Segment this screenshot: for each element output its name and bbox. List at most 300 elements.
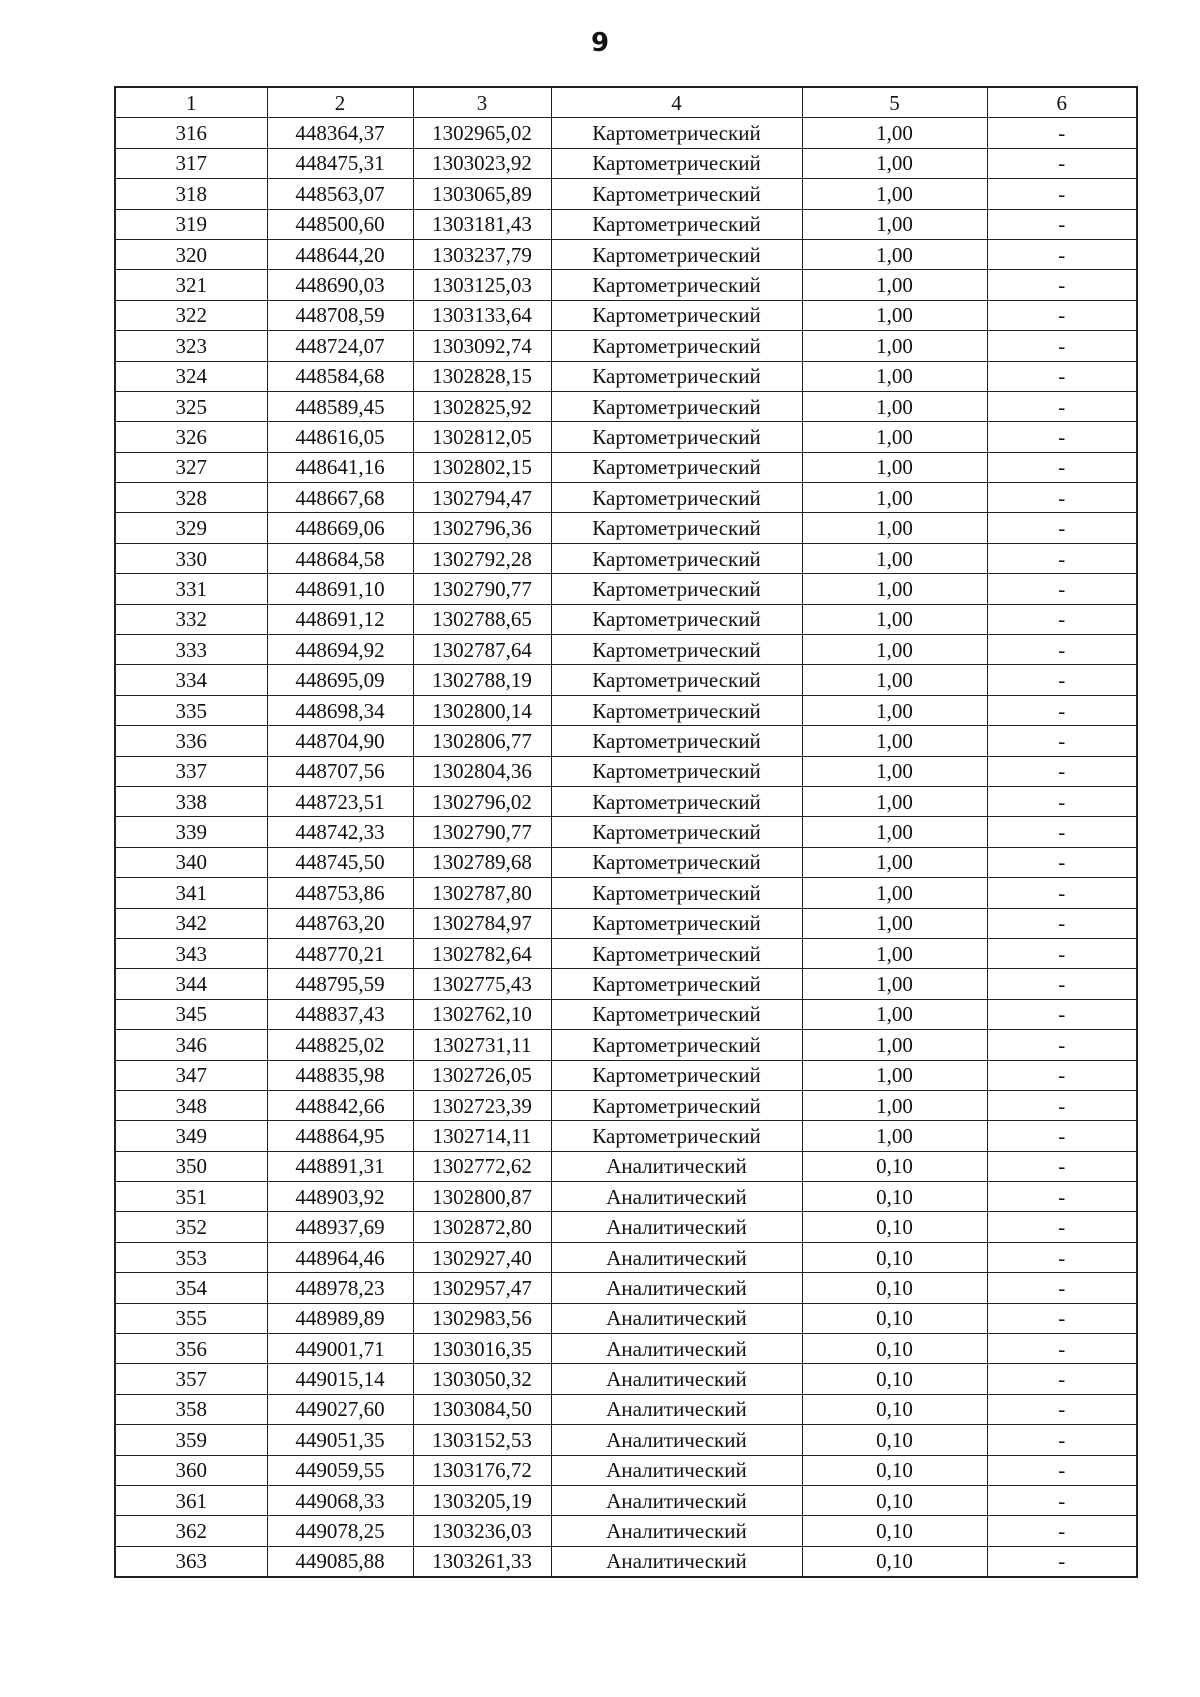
x-coordinate-cell: 448644,20 xyxy=(267,239,413,269)
y-coordinate-cell: 1303023,92 xyxy=(413,148,551,178)
x-coordinate-cell: 448763,20 xyxy=(267,908,413,938)
x-coordinate-cell: 448864,95 xyxy=(267,1121,413,1151)
accuracy-cell: 1,00 xyxy=(802,665,987,695)
table-row xyxy=(115,148,1137,178)
point-number-cell: 330 xyxy=(115,543,267,573)
y-coordinate-cell: 1303084,50 xyxy=(413,1394,551,1424)
table-row xyxy=(115,361,1137,391)
note-cell: - xyxy=(987,969,1137,999)
y-coordinate-cell: 1303176,72 xyxy=(413,1455,551,1485)
point-number-cell: 351 xyxy=(115,1182,267,1212)
y-coordinate-cell: 1302812,05 xyxy=(413,422,551,452)
table-row xyxy=(115,1516,1137,1546)
table-row xyxy=(115,179,1137,209)
x-coordinate-cell: 448589,45 xyxy=(267,391,413,421)
x-coordinate-cell: 448691,12 xyxy=(267,604,413,634)
method-cell: Картометрический xyxy=(551,513,802,543)
table-row xyxy=(115,543,1137,573)
table-row xyxy=(115,331,1137,361)
method-cell: Картометрический xyxy=(551,817,802,847)
method-cell: Картометрический xyxy=(551,300,802,330)
table-row xyxy=(115,1060,1137,1090)
note-cell: - xyxy=(987,1546,1137,1577)
note-cell: - xyxy=(987,847,1137,877)
table-row xyxy=(115,817,1137,847)
method-cell: Аналитический xyxy=(551,1394,802,1424)
note-cell: - xyxy=(987,756,1137,786)
accuracy-cell: 1,00 xyxy=(802,635,987,665)
point-number-cell: 318 xyxy=(115,179,267,209)
accuracy-cell: 0,10 xyxy=(802,1273,987,1303)
accuracy-cell: 0,10 xyxy=(802,1334,987,1364)
method-cell: Аналитический xyxy=(551,1364,802,1394)
note-cell: - xyxy=(987,604,1137,634)
point-number-cell: 323 xyxy=(115,331,267,361)
x-coordinate-cell: 448891,31 xyxy=(267,1151,413,1181)
point-number-cell: 334 xyxy=(115,665,267,695)
point-number-cell: 344 xyxy=(115,969,267,999)
x-coordinate-cell: 448708,59 xyxy=(267,300,413,330)
y-coordinate-cell: 1303152,53 xyxy=(413,1425,551,1455)
accuracy-cell: 1,00 xyxy=(802,908,987,938)
y-coordinate-cell: 1302789,68 xyxy=(413,847,551,877)
accuracy-cell: 1,00 xyxy=(802,938,987,968)
point-number-cell: 324 xyxy=(115,361,267,391)
point-number-cell: 363 xyxy=(115,1546,267,1577)
accuracy-cell: 1,00 xyxy=(802,361,987,391)
x-coordinate-cell: 448500,60 xyxy=(267,209,413,239)
table-row xyxy=(115,999,1137,1029)
x-coordinate-cell: 449068,33 xyxy=(267,1485,413,1515)
x-coordinate-cell: 448978,23 xyxy=(267,1273,413,1303)
y-coordinate-cell: 1302965,02 xyxy=(413,118,551,148)
method-cell: Картометрический xyxy=(551,422,802,452)
method-cell: Картометрический xyxy=(551,118,802,148)
note-cell: - xyxy=(987,1516,1137,1546)
accuracy-cell: 1,00 xyxy=(802,1121,987,1151)
point-number-cell: 353 xyxy=(115,1242,267,1272)
method-cell: Картометрический xyxy=(551,756,802,786)
y-coordinate-cell: 1302794,47 xyxy=(413,483,551,513)
method-cell: Картометрический xyxy=(551,574,802,604)
y-coordinate-cell: 1302723,39 xyxy=(413,1090,551,1120)
table-row xyxy=(115,756,1137,786)
method-cell: Аналитический xyxy=(551,1425,802,1455)
column-header: 5 xyxy=(802,87,987,118)
y-coordinate-cell: 1303236,03 xyxy=(413,1516,551,1546)
point-number-cell: 331 xyxy=(115,574,267,604)
y-coordinate-cell: 1302762,10 xyxy=(413,999,551,1029)
y-coordinate-cell: 1302800,87 xyxy=(413,1182,551,1212)
method-cell: Картометрический xyxy=(551,1060,802,1090)
table-row xyxy=(115,878,1137,908)
method-cell: Картометрический xyxy=(551,483,802,513)
note-cell: - xyxy=(987,1151,1137,1181)
note-cell: - xyxy=(987,543,1137,573)
point-number-cell: 362 xyxy=(115,1516,267,1546)
table-row xyxy=(115,483,1137,513)
note-cell: - xyxy=(987,1060,1137,1090)
accuracy-cell: 0,10 xyxy=(802,1212,987,1242)
table-row xyxy=(115,513,1137,543)
method-cell: Картометрический xyxy=(551,543,802,573)
y-coordinate-cell: 1303237,79 xyxy=(413,239,551,269)
point-number-cell: 325 xyxy=(115,391,267,421)
y-coordinate-cell: 1302790,77 xyxy=(413,817,551,847)
y-coordinate-cell: 1302726,05 xyxy=(413,1060,551,1090)
x-coordinate-cell: 448964,46 xyxy=(267,1242,413,1272)
accuracy-cell: 0,10 xyxy=(802,1516,987,1546)
accuracy-cell: 0,10 xyxy=(802,1151,987,1181)
x-coordinate-cell: 448724,07 xyxy=(267,331,413,361)
point-number-cell: 347 xyxy=(115,1060,267,1090)
point-number-cell: 355 xyxy=(115,1303,267,1333)
method-cell: Картометрический xyxy=(551,635,802,665)
accuracy-cell: 0,10 xyxy=(802,1182,987,1212)
note-cell: - xyxy=(987,786,1137,816)
x-coordinate-cell: 449051,35 xyxy=(267,1425,413,1455)
note-cell: - xyxy=(987,1334,1137,1364)
point-number-cell: 316 xyxy=(115,118,267,148)
table-row xyxy=(115,1212,1137,1242)
page-number: 9 xyxy=(590,28,610,58)
x-coordinate-cell: 448770,21 xyxy=(267,938,413,968)
x-coordinate-cell: 448694,92 xyxy=(267,635,413,665)
note-cell: - xyxy=(987,1425,1137,1455)
y-coordinate-cell: 1303125,03 xyxy=(413,270,551,300)
accuracy-cell: 0,10 xyxy=(802,1394,987,1424)
note-cell: - xyxy=(987,483,1137,513)
method-cell: Аналитический xyxy=(551,1485,802,1515)
coordinates-table xyxy=(114,86,1138,1578)
x-coordinate-cell: 448690,03 xyxy=(267,270,413,300)
table-row xyxy=(115,969,1137,999)
table-row xyxy=(115,695,1137,725)
point-number-cell: 338 xyxy=(115,786,267,816)
point-number-cell: 341 xyxy=(115,878,267,908)
y-coordinate-cell: 1302788,65 xyxy=(413,604,551,634)
accuracy-cell: 1,00 xyxy=(802,756,987,786)
x-coordinate-cell: 448684,58 xyxy=(267,543,413,573)
x-coordinate-cell: 449078,25 xyxy=(267,1516,413,1546)
table-row xyxy=(115,786,1137,816)
table-row xyxy=(115,1273,1137,1303)
x-coordinate-cell: 448753,86 xyxy=(267,878,413,908)
point-number-cell: 317 xyxy=(115,148,267,178)
method-cell: Картометрический xyxy=(551,726,802,756)
note-cell: - xyxy=(987,148,1137,178)
y-coordinate-cell: 1302800,14 xyxy=(413,695,551,725)
x-coordinate-cell: 448691,10 xyxy=(267,574,413,604)
note-cell: - xyxy=(987,695,1137,725)
table-row xyxy=(115,300,1137,330)
method-cell: Аналитический xyxy=(551,1273,802,1303)
accuracy-cell: 0,10 xyxy=(802,1455,987,1485)
accuracy-cell: 1,00 xyxy=(802,1090,987,1120)
note-cell: - xyxy=(987,1273,1137,1303)
y-coordinate-cell: 1302957,47 xyxy=(413,1273,551,1303)
point-number-cell: 322 xyxy=(115,300,267,330)
table-body xyxy=(115,118,1137,1577)
x-coordinate-cell: 448745,50 xyxy=(267,847,413,877)
note-cell: - xyxy=(987,391,1137,421)
table-row xyxy=(115,422,1137,452)
table-row xyxy=(115,847,1137,877)
method-cell: Картометрический xyxy=(551,452,802,482)
point-number-cell: 352 xyxy=(115,1212,267,1242)
table-row xyxy=(115,1334,1137,1364)
y-coordinate-cell: 1302796,02 xyxy=(413,786,551,816)
point-number-cell: 359 xyxy=(115,1425,267,1455)
table-row xyxy=(115,1242,1137,1272)
table-row xyxy=(115,908,1137,938)
table-row xyxy=(115,118,1137,148)
y-coordinate-cell: 1302983,56 xyxy=(413,1303,551,1333)
method-cell: Аналитический xyxy=(551,1303,802,1333)
y-coordinate-cell: 1302784,97 xyxy=(413,908,551,938)
table-row xyxy=(115,209,1137,239)
method-cell: Картометрический xyxy=(551,1121,802,1151)
method-cell: Картометрический xyxy=(551,239,802,269)
y-coordinate-cell: 1302775,43 xyxy=(413,969,551,999)
y-coordinate-cell: 1303133,64 xyxy=(413,300,551,330)
table-row xyxy=(115,391,1137,421)
accuracy-cell: 1,00 xyxy=(802,118,987,148)
method-cell: Картометрический xyxy=(551,270,802,300)
method-cell: Аналитический xyxy=(551,1516,802,1546)
note-cell: - xyxy=(987,422,1137,452)
note-cell: - xyxy=(987,1090,1137,1120)
accuracy-cell: 1,00 xyxy=(802,452,987,482)
point-number-cell: 358 xyxy=(115,1394,267,1424)
accuracy-cell: 0,10 xyxy=(802,1364,987,1394)
note-cell: - xyxy=(987,118,1137,148)
table-row xyxy=(115,1394,1137,1424)
y-coordinate-cell: 1302802,15 xyxy=(413,452,551,482)
x-coordinate-cell: 448937,69 xyxy=(267,1212,413,1242)
note-cell: - xyxy=(987,513,1137,543)
table-row xyxy=(115,1303,1137,1333)
accuracy-cell: 0,10 xyxy=(802,1425,987,1455)
accuracy-cell: 1,00 xyxy=(802,726,987,756)
point-number-cell: 345 xyxy=(115,999,267,1029)
table-row xyxy=(115,574,1137,604)
x-coordinate-cell: 448742,33 xyxy=(267,817,413,847)
table-row xyxy=(115,1151,1137,1181)
note-cell: - xyxy=(987,1303,1137,1333)
x-coordinate-cell: 448364,37 xyxy=(267,118,413,148)
accuracy-cell: 1,00 xyxy=(802,786,987,816)
method-cell: Картометрический xyxy=(551,148,802,178)
y-coordinate-cell: 1302731,11 xyxy=(413,1030,551,1060)
method-cell: Картометрический xyxy=(551,999,802,1029)
accuracy-cell: 0,10 xyxy=(802,1303,987,1333)
method-cell: Картометрический xyxy=(551,391,802,421)
x-coordinate-cell: 448707,56 xyxy=(267,756,413,786)
x-coordinate-cell: 448795,59 xyxy=(267,969,413,999)
note-cell: - xyxy=(987,1485,1137,1515)
note-cell: - xyxy=(987,1182,1137,1212)
note-cell: - xyxy=(987,239,1137,269)
x-coordinate-cell: 449001,71 xyxy=(267,1334,413,1364)
note-cell: - xyxy=(987,179,1137,209)
y-coordinate-cell: 1302788,19 xyxy=(413,665,551,695)
x-coordinate-cell: 448475,31 xyxy=(267,148,413,178)
table-header-row xyxy=(115,87,1137,118)
accuracy-cell: 1,00 xyxy=(802,209,987,239)
y-coordinate-cell: 1303181,43 xyxy=(413,209,551,239)
x-coordinate-cell: 448989,89 xyxy=(267,1303,413,1333)
accuracy-cell: 1,00 xyxy=(802,422,987,452)
point-number-cell: 348 xyxy=(115,1090,267,1120)
accuracy-cell: 1,00 xyxy=(802,969,987,999)
column-header: 1 xyxy=(115,87,267,118)
note-cell: - xyxy=(987,1394,1137,1424)
table-row xyxy=(115,452,1137,482)
y-coordinate-cell: 1303092,74 xyxy=(413,331,551,361)
point-number-cell: 357 xyxy=(115,1364,267,1394)
table-row xyxy=(115,604,1137,634)
method-cell: Аналитический xyxy=(551,1546,802,1577)
point-number-cell: 337 xyxy=(115,756,267,786)
accuracy-cell: 1,00 xyxy=(802,1060,987,1090)
note-cell: - xyxy=(987,726,1137,756)
point-number-cell: 339 xyxy=(115,817,267,847)
table-row xyxy=(115,270,1137,300)
accuracy-cell: 1,00 xyxy=(802,543,987,573)
y-coordinate-cell: 1302782,64 xyxy=(413,938,551,968)
x-coordinate-cell: 448584,68 xyxy=(267,361,413,391)
y-coordinate-cell: 1303050,32 xyxy=(413,1364,551,1394)
x-coordinate-cell: 448698,34 xyxy=(267,695,413,725)
point-number-cell: 350 xyxy=(115,1151,267,1181)
method-cell: Аналитический xyxy=(551,1455,802,1485)
point-number-cell: 349 xyxy=(115,1121,267,1151)
table-row xyxy=(115,665,1137,695)
x-coordinate-cell: 448835,98 xyxy=(267,1060,413,1090)
x-coordinate-cell: 448616,05 xyxy=(267,422,413,452)
method-cell: Картометрический xyxy=(551,361,802,391)
method-cell: Аналитический xyxy=(551,1334,802,1364)
note-cell: - xyxy=(987,1364,1137,1394)
x-coordinate-cell: 448641,16 xyxy=(267,452,413,482)
accuracy-cell: 1,00 xyxy=(802,300,987,330)
method-cell: Картометрический xyxy=(551,695,802,725)
table-row xyxy=(115,1455,1137,1485)
y-coordinate-cell: 1302714,11 xyxy=(413,1121,551,1151)
y-coordinate-cell: 1302790,77 xyxy=(413,574,551,604)
point-number-cell: 354 xyxy=(115,1273,267,1303)
note-cell: - xyxy=(987,635,1137,665)
method-cell: Картометрический xyxy=(551,908,802,938)
accuracy-cell: 1,00 xyxy=(802,817,987,847)
y-coordinate-cell: 1302806,77 xyxy=(413,726,551,756)
point-number-cell: 328 xyxy=(115,483,267,513)
method-cell: Картометрический xyxy=(551,665,802,695)
point-number-cell: 320 xyxy=(115,239,267,269)
accuracy-cell: 1,00 xyxy=(802,604,987,634)
point-number-cell: 326 xyxy=(115,422,267,452)
note-cell: - xyxy=(987,209,1137,239)
x-coordinate-cell: 448825,02 xyxy=(267,1030,413,1060)
y-coordinate-cell: 1302825,92 xyxy=(413,391,551,421)
table-row xyxy=(115,1546,1137,1577)
method-cell: Аналитический xyxy=(551,1151,802,1181)
accuracy-cell: 0,10 xyxy=(802,1242,987,1272)
method-cell: Аналитический xyxy=(551,1212,802,1242)
method-cell: Картометрический xyxy=(551,1090,802,1120)
x-coordinate-cell: 448695,09 xyxy=(267,665,413,695)
x-coordinate-cell: 449059,55 xyxy=(267,1455,413,1485)
column-header: 3 xyxy=(413,87,551,118)
table-row xyxy=(115,1364,1137,1394)
accuracy-cell: 1,00 xyxy=(802,483,987,513)
accuracy-cell: 1,00 xyxy=(802,999,987,1029)
column-header: 2 xyxy=(267,87,413,118)
note-cell: - xyxy=(987,1030,1137,1060)
table-row xyxy=(115,635,1137,665)
x-coordinate-cell: 448903,92 xyxy=(267,1182,413,1212)
accuracy-cell: 1,00 xyxy=(802,179,987,209)
accuracy-cell: 1,00 xyxy=(802,1030,987,1060)
x-coordinate-cell: 448563,07 xyxy=(267,179,413,209)
method-cell: Картометрический xyxy=(551,1030,802,1060)
point-number-cell: 332 xyxy=(115,604,267,634)
accuracy-cell: 1,00 xyxy=(802,391,987,421)
point-number-cell: 336 xyxy=(115,726,267,756)
method-cell: Картометрический xyxy=(551,786,802,816)
table-row xyxy=(115,1485,1137,1515)
point-number-cell: 361 xyxy=(115,1485,267,1515)
x-coordinate-cell: 448704,90 xyxy=(267,726,413,756)
method-cell: Картометрический xyxy=(551,179,802,209)
note-cell: - xyxy=(987,817,1137,847)
y-coordinate-cell: 1302772,62 xyxy=(413,1151,551,1181)
point-number-cell: 340 xyxy=(115,847,267,877)
point-number-cell: 321 xyxy=(115,270,267,300)
accuracy-cell: 1,00 xyxy=(802,574,987,604)
point-number-cell: 319 xyxy=(115,209,267,239)
table-row xyxy=(115,239,1137,269)
y-coordinate-cell: 1302872,80 xyxy=(413,1212,551,1242)
note-cell: - xyxy=(987,1121,1137,1151)
y-coordinate-cell: 1303261,33 xyxy=(413,1546,551,1577)
table-row xyxy=(115,726,1137,756)
accuracy-cell: 1,00 xyxy=(802,270,987,300)
x-coordinate-cell: 449027,60 xyxy=(267,1394,413,1424)
point-number-cell: 346 xyxy=(115,1030,267,1060)
method-cell: Картометрический xyxy=(551,938,802,968)
note-cell: - xyxy=(987,665,1137,695)
method-cell: Картометрический xyxy=(551,878,802,908)
note-cell: - xyxy=(987,1455,1137,1485)
point-number-cell: 327 xyxy=(115,452,267,482)
table-row xyxy=(115,1182,1137,1212)
table-row xyxy=(115,1121,1137,1151)
table-row xyxy=(115,1090,1137,1120)
method-cell: Картометрический xyxy=(551,331,802,361)
note-cell: - xyxy=(987,1242,1137,1272)
y-coordinate-cell: 1302787,64 xyxy=(413,635,551,665)
point-number-cell: 360 xyxy=(115,1455,267,1485)
x-coordinate-cell: 449015,14 xyxy=(267,1364,413,1394)
note-cell: - xyxy=(987,300,1137,330)
x-coordinate-cell: 449085,88 xyxy=(267,1546,413,1577)
point-number-cell: 343 xyxy=(115,938,267,968)
method-cell: Картометрический xyxy=(551,847,802,877)
y-coordinate-cell: 1303205,19 xyxy=(413,1485,551,1515)
table-row xyxy=(115,938,1137,968)
